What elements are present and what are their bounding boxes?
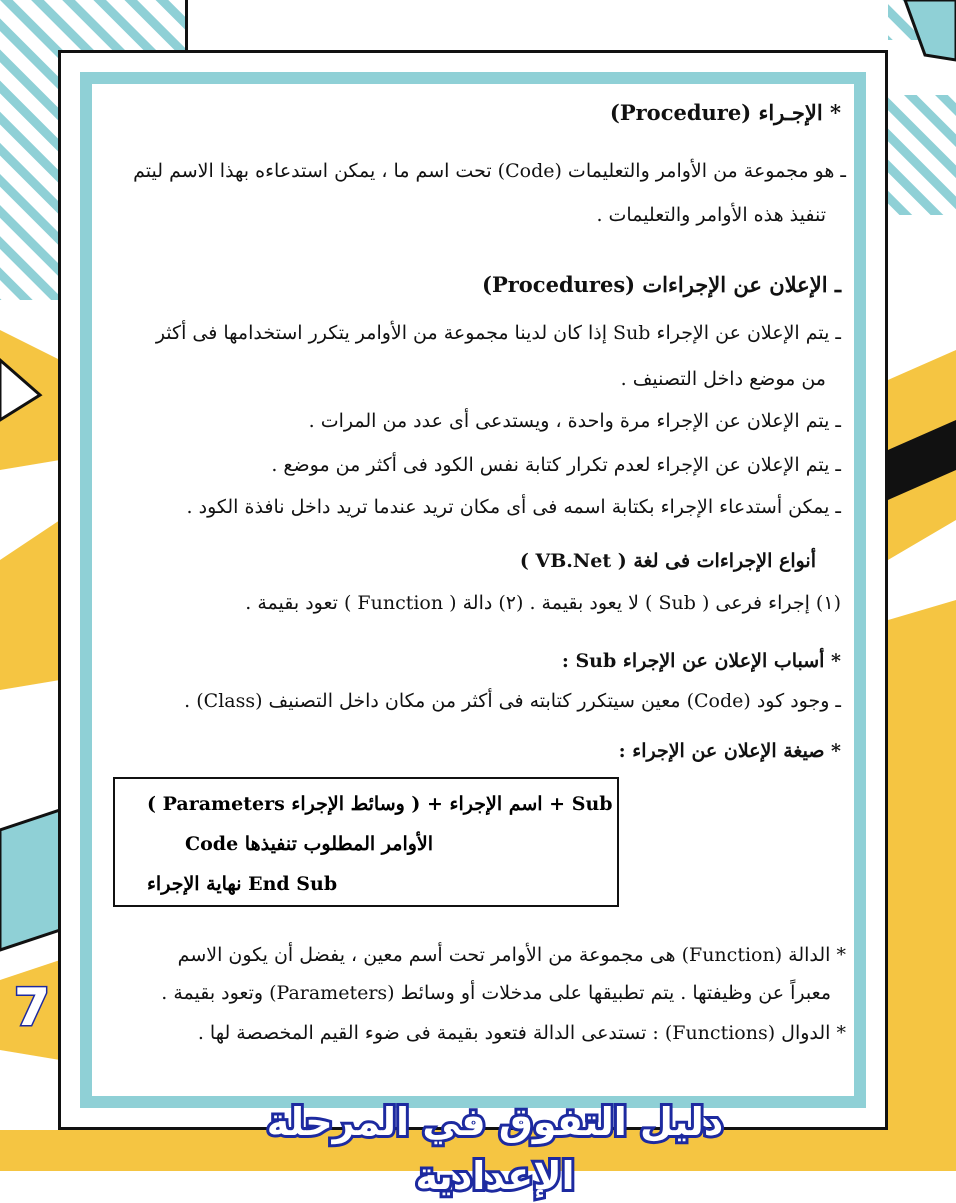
functions-line: * الدوال (Functions) : تستدعى الدالة فتعود بقيمة فى ضوء القيم المخصصة لها . [197,1022,846,1044]
bullet-line-1: ـ يتم الإعلان عن الإجراء Sub إذا كان لدينا مجموعة من الأوامر يتكرر استخدامها فى أكثر [155,322,841,344]
page-number: 7 [13,978,51,1038]
definition-line-2: تنفيذ هذه الأوامر والتعليمات . [596,204,826,226]
function-definition-line-1: * الدالة (Function) هى مجموعة من الأوامر تحت أسم معين ، يفضل أن يكون الاسم [177,944,846,966]
syntax-code-box [113,777,619,907]
document-content [100,90,846,1090]
bullet-line-4: ـ يمكن أستدعاء الإجراء بكتابة اسمه فى أى مكان تريد عندما تريد داخل نافذة الكود . [186,496,841,518]
code-line-1: Sub + اسم الإجراء + ( وسائط الإجراء Parameters ) [147,793,613,815]
footer-title: دليل التفوق في المرحلة الإعدادية [266,1100,724,1198]
bullet-line-3: ـ يتم الإعلان عن الإجراء لعدم تكرار كتابة نفس الكود فى أكثر من موضع . [271,454,841,476]
bullet-line-1b: من موضع داخل التصنيف . [620,368,826,390]
heading-declaring-procedures: ـ الإعلان عن الإجراءات (Procedures) [482,272,841,297]
heading-procedure-types: أنواع الإجراءات فى لغة ( VB.Net ) [519,550,816,572]
procedure-types-line: (١) إجراء فرعى ( Sub ) لا يعود بقيمة . (٢) دالة ( Function ) تعود بقيمة . [245,592,841,614]
code-line-2: الأوامر المطلوب تنفيذها Code [185,833,434,855]
function-definition-line-2: معبراً عن وظيفتها . يتم تطبيقها على مدخلات أو وسائط (Parameters) وتعود بقيمة . [161,982,831,1004]
heading-procedure: * الإجـراء (Procedure) [609,100,841,125]
definition-line-1: ـ هو مجموعة من الأوامر والتعليمات (Code) تحت اسم ما ، يمكن استدعاءه بهذا الاسم ليتم [133,160,846,182]
sub-reasons-line: ـ وجود كود (Code) معين سيتكرر كتابته فى أكثر من مكان داخل التصنيف (Class) . [184,690,841,712]
bullet-line-2: ـ يتم الإعلان عن الإجراء مرة واحدة ، ويستدعى أى عدد من المرات . [308,410,841,432]
code-line-3: End Sub نهاية الإجراء [147,873,338,895]
heading-declaration-syntax: * صيغة الإعلان عن الإجراء : [618,740,841,762]
heading-sub-reasons: * أسباب الإعلان عن الإجراء Sub : [561,650,841,672]
